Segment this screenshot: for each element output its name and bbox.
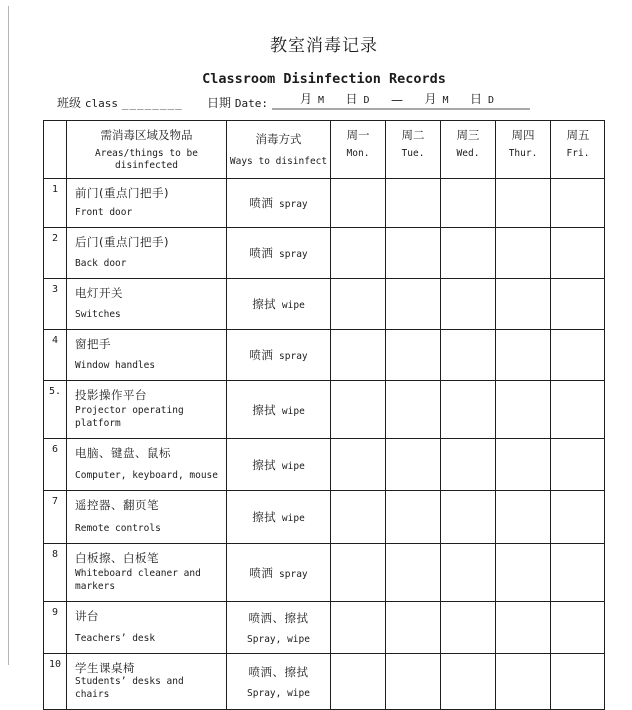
area-name-en: Window handles bbox=[75, 360, 156, 372]
day-cell[interactable] bbox=[496, 544, 551, 601]
day-cell[interactable] bbox=[441, 654, 496, 709]
day-cell[interactable] bbox=[551, 279, 605, 329]
day-cell[interactable] bbox=[441, 544, 496, 601]
table-row bbox=[44, 381, 604, 439]
day-cell[interactable] bbox=[551, 654, 605, 709]
area-name-cn: 投影操作平台 bbox=[75, 388, 147, 402]
table-row bbox=[44, 228, 604, 279]
area-name-en: Remote controls bbox=[75, 523, 161, 535]
day-cell[interactable] bbox=[496, 279, 551, 329]
row-number: 9 bbox=[44, 602, 67, 653]
day-cell[interactable] bbox=[496, 491, 551, 543]
row-number: 4 bbox=[44, 330, 67, 380]
date-part-en: M bbox=[436, 95, 449, 106]
method bbox=[252, 509, 305, 525]
day-cell[interactable] bbox=[496, 439, 551, 490]
row-number: 8 bbox=[44, 544, 67, 601]
day-cell[interactable] bbox=[386, 491, 441, 543]
area-name-cn: 窗把手 bbox=[75, 337, 111, 351]
day-cell[interactable] bbox=[551, 491, 605, 543]
area-name-en: Projector operating platform bbox=[75, 405, 184, 430]
ways-cell bbox=[227, 279, 331, 329]
day-cell[interactable] bbox=[386, 439, 441, 490]
area-cell bbox=[67, 439, 227, 490]
method-en: wipe bbox=[276, 513, 305, 524]
area-cell bbox=[67, 381, 227, 438]
area-cell bbox=[67, 491, 227, 543]
day-cell[interactable] bbox=[551, 544, 605, 601]
table-row bbox=[44, 279, 604, 330]
method bbox=[252, 402, 305, 418]
method-en: wipe bbox=[276, 460, 305, 472]
area-name-en: Back door bbox=[75, 258, 127, 270]
area-name-en: Students’ desks and chairs bbox=[75, 676, 184, 701]
method-en: spray bbox=[273, 249, 308, 260]
method-cn: 擦拭 bbox=[252, 297, 277, 311]
area-cell bbox=[67, 179, 227, 227]
area-name-en: Front door bbox=[75, 207, 133, 219]
header-cell-day bbox=[386, 121, 441, 178]
meta-line bbox=[57, 94, 605, 112]
day-cell[interactable] bbox=[386, 654, 441, 709]
area-cell bbox=[67, 602, 227, 653]
ways-cell bbox=[227, 654, 331, 709]
method-cn: 擦拭 bbox=[252, 510, 277, 524]
date-label-cn: 日期 bbox=[207, 96, 232, 110]
day-cell[interactable] bbox=[496, 330, 551, 380]
day-cell[interactable] bbox=[551, 602, 605, 653]
day-label-cn: 周五 bbox=[566, 128, 590, 142]
disinfection-table bbox=[43, 120, 605, 710]
day-cell[interactable] bbox=[496, 381, 551, 438]
day-label-en: Wed. bbox=[456, 148, 480, 159]
date-blank-field[interactable] bbox=[272, 91, 530, 110]
day-cell[interactable] bbox=[441, 491, 496, 543]
row-number: 6 bbox=[44, 439, 67, 490]
day-label-en: Thur. bbox=[508, 148, 538, 159]
day-label-cn: 周三 bbox=[456, 128, 480, 142]
row-number: 10 bbox=[44, 654, 67, 709]
day-cell[interactable] bbox=[331, 439, 386, 490]
method bbox=[252, 296, 305, 312]
method-cn: 擦拭 bbox=[252, 457, 277, 472]
ways-cell bbox=[227, 439, 331, 490]
day-cell[interactable] bbox=[441, 179, 496, 227]
date-part-cn: 日 bbox=[469, 92, 482, 106]
method bbox=[249, 347, 307, 363]
date-part-en: D bbox=[481, 95, 494, 106]
day-cell[interactable] bbox=[496, 179, 551, 227]
day-cell[interactable] bbox=[386, 228, 441, 278]
area-name-en: Whiteboard cleaner and markers bbox=[75, 568, 201, 593]
method bbox=[249, 565, 307, 581]
method bbox=[249, 245, 307, 261]
date-part-cn: 月 bbox=[424, 92, 437, 106]
area-name-cn: 电脑、键盘、鼠标 bbox=[75, 446, 171, 460]
area-cell bbox=[67, 228, 227, 278]
date-part bbox=[346, 90, 370, 107]
day-label-cn: 周二 bbox=[401, 128, 425, 142]
day-cell[interactable] bbox=[386, 381, 441, 438]
day-cell[interactable] bbox=[441, 381, 496, 438]
date-part-cn: 月 bbox=[300, 92, 313, 106]
date-part-en: D bbox=[357, 95, 370, 106]
header-area-en: Areas/things to be disinfected bbox=[95, 147, 198, 171]
date-part bbox=[424, 90, 448, 107]
area-name-cn: 白板擦、白板笔 bbox=[75, 551, 159, 565]
method-cn: 喷洒、擦拭 bbox=[248, 665, 309, 679]
area-cell bbox=[67, 544, 227, 601]
area-name-cn: 学生课桌椅 bbox=[75, 661, 135, 675]
header-cell-day bbox=[441, 121, 496, 178]
method bbox=[252, 457, 305, 473]
day-cell[interactable] bbox=[551, 330, 605, 380]
day-cell[interactable] bbox=[496, 602, 551, 653]
day-cell[interactable] bbox=[331, 491, 386, 543]
area-cell bbox=[67, 330, 227, 380]
doc-title-chinese: 教室消毒记录 bbox=[270, 36, 378, 56]
table-row bbox=[44, 654, 604, 709]
area-name-cn: 遥控器、翻页笔 bbox=[75, 498, 159, 512]
area-name-en: Switches bbox=[75, 309, 121, 321]
method-cn: 喷洒、擦拭 bbox=[248, 611, 309, 625]
day-cell[interactable] bbox=[441, 228, 496, 278]
day-cell[interactable] bbox=[331, 544, 386, 601]
date-part bbox=[300, 90, 324, 107]
method-cn: 擦拭 bbox=[252, 402, 277, 417]
class-blank-field[interactable]: ________ bbox=[121, 97, 183, 110]
method-en: Spray, wipe bbox=[247, 688, 310, 699]
area-name-en: Teachers’ desk bbox=[75, 633, 156, 645]
class-field bbox=[57, 94, 183, 111]
area-name-cn: 电灯开关 bbox=[75, 286, 123, 300]
day-cell[interactable] bbox=[386, 330, 441, 380]
area-name-cn: 后门(重点门把手) bbox=[75, 235, 169, 249]
date-part-cn: — bbox=[391, 93, 403, 107]
method-cn: 喷洒 bbox=[249, 246, 274, 260]
day-cell[interactable] bbox=[386, 602, 441, 653]
row-number: 7 bbox=[44, 491, 67, 543]
day-cell[interactable] bbox=[441, 279, 496, 329]
ways-cell bbox=[227, 544, 331, 601]
day-cell[interactable] bbox=[331, 228, 386, 278]
header-cell-day bbox=[551, 121, 605, 178]
method bbox=[249, 195, 307, 211]
day-cell[interactable] bbox=[441, 439, 496, 490]
page-scan-edge bbox=[8, 6, 9, 665]
date-field-label bbox=[207, 94, 268, 111]
day-cell[interactable] bbox=[331, 602, 386, 653]
method-cn: 喷洒 bbox=[249, 348, 274, 362]
day-cell[interactable] bbox=[331, 381, 386, 438]
table-row bbox=[44, 544, 604, 602]
class-label-cn: 班级 bbox=[57, 96, 82, 110]
header-cell-number bbox=[44, 121, 67, 178]
day-cell[interactable] bbox=[551, 381, 605, 438]
method-cn: 喷洒 bbox=[249, 565, 274, 580]
day-cell[interactable] bbox=[496, 228, 551, 278]
ways-cell bbox=[227, 602, 331, 653]
table-row bbox=[44, 330, 604, 381]
date-part-cn: 日 bbox=[345, 92, 358, 106]
day-cell[interactable] bbox=[331, 179, 386, 227]
ways-cell bbox=[227, 228, 331, 278]
day-cell[interactable] bbox=[386, 544, 441, 601]
day-cell[interactable] bbox=[496, 654, 551, 709]
day-label-en: Mon. bbox=[346, 148, 370, 159]
table-row bbox=[44, 602, 604, 654]
area-cell bbox=[67, 654, 227, 709]
header-cell-area bbox=[67, 121, 227, 178]
method-en: wipe bbox=[276, 300, 305, 311]
ways-cell bbox=[227, 179, 331, 227]
method-en: spray bbox=[273, 568, 308, 580]
ways-cell bbox=[227, 381, 331, 438]
ways-cell bbox=[227, 330, 331, 380]
day-cell[interactable] bbox=[551, 439, 605, 490]
table-row bbox=[44, 491, 604, 544]
header-cell-day bbox=[496, 121, 551, 178]
date-part-en: M bbox=[312, 95, 325, 106]
day-cell[interactable] bbox=[386, 179, 441, 227]
date-label-en: Date: bbox=[234, 97, 268, 110]
day-label-cn: 周一 bbox=[346, 128, 370, 142]
day-cell[interactable] bbox=[331, 279, 386, 329]
method-en: Spray, wipe bbox=[247, 634, 310, 645]
header-ways-cn: 消毒方式 bbox=[255, 132, 302, 147]
header-ways-en: Ways to disinfect bbox=[229, 155, 328, 167]
ways-cell bbox=[227, 491, 331, 543]
row-number: 1 bbox=[44, 179, 67, 227]
date-part bbox=[470, 90, 494, 107]
area-name-cn: 前门(重点门把手) bbox=[75, 186, 169, 200]
method-en: wipe bbox=[276, 405, 305, 417]
day-cell[interactable] bbox=[441, 602, 496, 653]
day-cell[interactable] bbox=[331, 330, 386, 380]
day-cell[interactable] bbox=[331, 654, 386, 709]
doc-title-english: Classroom Disinfection Records bbox=[202, 71, 446, 87]
method-en: spray bbox=[273, 351, 308, 362]
method-en: spray bbox=[273, 199, 308, 210]
row-number: 2 bbox=[44, 228, 67, 278]
date-part bbox=[391, 93, 403, 107]
table-row bbox=[44, 439, 604, 491]
class-label-en: class bbox=[84, 97, 118, 110]
area-name-cn: 讲台 bbox=[75, 609, 99, 623]
area-cell bbox=[67, 279, 227, 329]
day-label-cn: 周四 bbox=[511, 128, 535, 142]
day-label-en: Fri. bbox=[566, 148, 590, 159]
day-cell[interactable] bbox=[386, 279, 441, 329]
table-row bbox=[44, 179, 604, 228]
day-cell[interactable] bbox=[441, 330, 496, 380]
day-label-en: Tue. bbox=[401, 148, 425, 159]
header-cell-day bbox=[331, 121, 386, 178]
method-cn: 喷洒 bbox=[249, 196, 274, 210]
row-number: 5. bbox=[44, 381, 67, 438]
header-cell-ways bbox=[227, 121, 331, 178]
day-cell[interactable] bbox=[551, 179, 605, 227]
header-area-cn: 需消毒区域及物品 bbox=[100, 128, 193, 143]
row-number: 3 bbox=[44, 279, 67, 329]
area-name-en: Computer, keyboard, mouse bbox=[75, 470, 218, 482]
day-cell[interactable] bbox=[551, 228, 605, 278]
table-header-row bbox=[44, 121, 604, 179]
